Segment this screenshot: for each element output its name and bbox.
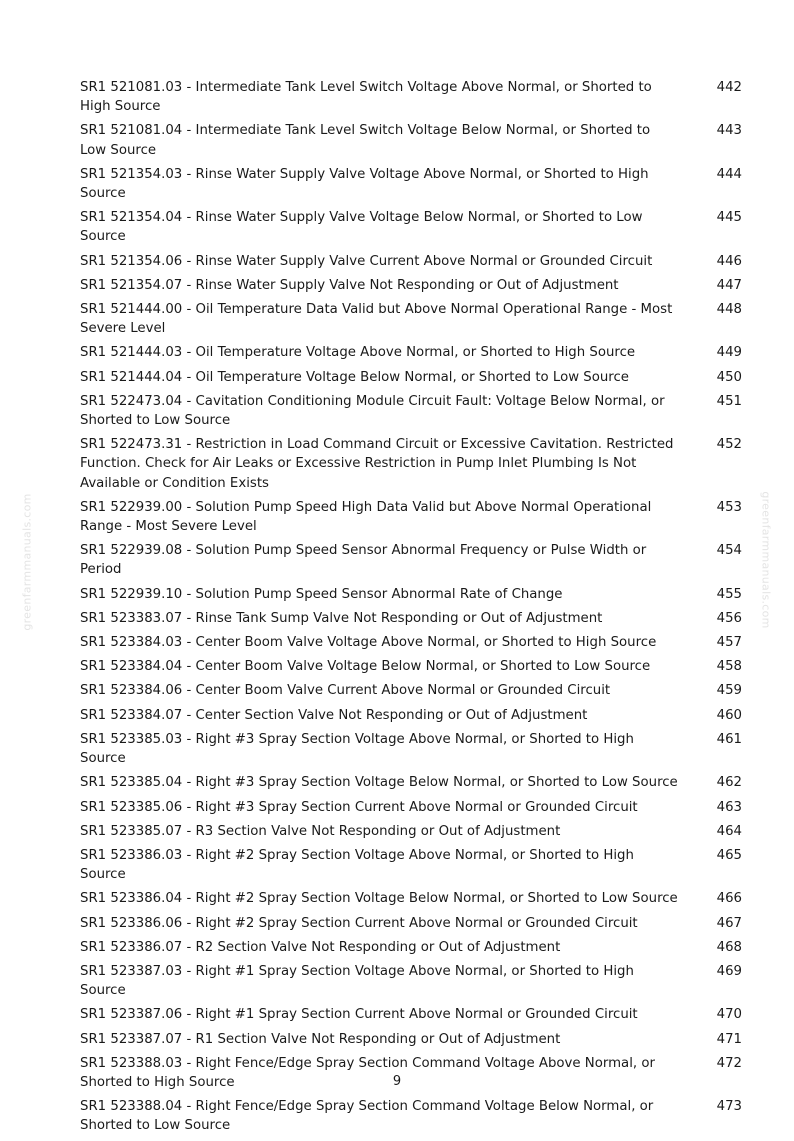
toc-entry-page: 470 <box>716 1007 742 1023</box>
toc-entry-page: 461 <box>716 731 742 747</box>
toc-entry-title: SR1 523386.06 - Right #2 Spray Section Current Above Normal or Grounded Circuit <box>80 915 638 931</box>
toc-entry-page: 462 <box>716 775 742 791</box>
toc-entry-page: 463 <box>716 799 742 815</box>
toc-entry[interactable] <box>80 78 742 116</box>
toc-entry[interactable] <box>80 1005 742 1024</box>
toc-entry-title: SR1 523385.06 - Right #3 Spray Section Current Above Normal or Grounded Circuit <box>80 799 638 815</box>
table-of-contents <box>80 78 742 1141</box>
toc-entry-page: 443 <box>716 123 742 139</box>
toc-entry[interactable] <box>80 609 742 628</box>
toc-entry[interactable] <box>80 846 742 884</box>
toc-entry-page: 457 <box>716 635 742 651</box>
toc-entry[interactable] <box>80 633 742 652</box>
toc-entry-title: SR1 523387.07 - R1 Section Valve Not Responding or Out of Adjustment <box>80 1031 561 1047</box>
toc-entry[interactable] <box>80 208 742 246</box>
watermark-right: greenfarmmanuals.com <box>759 491 773 629</box>
toc-entry-title: SR1 522939.08 - Solution Pump Speed Sensor Abnormal Frequency or Pulse Width or Period <box>80 543 647 578</box>
toc-entry-title: SR1 521444.00 - Oil Temperature Data Valid but Above Normal Operational Range - Most Severe Level <box>80 302 673 337</box>
toc-entry-title: SR1 521354.03 - Rinse Water Supply Valve Voltage Above Normal, or Shorted to High Source <box>80 166 649 202</box>
toc-entry-title: SR1 522939.10 - Solution Pump Speed Sensor Abnormal Rate of Change <box>80 586 563 602</box>
toc-entry-title: SR1 523385.04 - Right #3 Spray Section Voltage Below Normal, or Shorted to Low Source <box>80 775 678 791</box>
toc-entry-page: 446 <box>716 253 742 269</box>
toc-entry-page: 442 <box>716 80 742 95</box>
toc-entry[interactable] <box>80 300 742 338</box>
toc-entry[interactable] <box>80 798 742 817</box>
toc-entry-title: SR1 521354.04 - Rinse Water Supply Valve Voltage Below Normal, or Shorted to Low Source <box>80 210 643 245</box>
toc-entry-title: SR1 523383.07 - Rinse Tank Sump Valve Not Responding or Out of Adjustment <box>80 610 603 626</box>
toc-entry-title: SR1 523384.07 - Center Section Valve Not Responding or Out of Adjustment <box>80 707 588 723</box>
toc-entry-title: SR1 523385.03 - Right #3 Spray Section Voltage Above Normal, or Shorted to High Source <box>80 731 634 767</box>
toc-entry-page: 451 <box>716 393 742 409</box>
toc-entry-page: 468 <box>716 939 742 955</box>
toc-entry-page: 458 <box>716 659 742 675</box>
toc-entry-page: 445 <box>716 210 742 226</box>
toc-entry[interactable] <box>80 938 742 957</box>
toc-entry[interactable] <box>80 962 742 1000</box>
toc-entry-page: 450 <box>716 369 742 385</box>
toc-entry[interactable] <box>80 730 742 768</box>
toc-entry[interactable] <box>80 1097 742 1135</box>
toc-entry-title: SR1 523386.03 - Right #2 Spray Section Voltage Above Normal, or Shorted to High Source <box>80 847 634 883</box>
toc-entry-page: 472 <box>716 1055 742 1071</box>
toc-entry[interactable] <box>80 822 742 841</box>
toc-entry-title: SR1 523388.03 - Right Fence/Edge Spray Section Command Voltage Above Normal, or Shorted to High Source <box>80 1055 655 1090</box>
page-number: 9 <box>392 1074 402 1089</box>
toc-entry-title: SR1 523384.03 - Center Boom Valve Voltage Above Normal, or Shorted to High Source <box>80 635 657 651</box>
toc-entry-title: SR1 523387.06 - Right #1 Spray Section Current Above Normal or Grounded Circuit <box>80 1007 638 1023</box>
toc-entry-page: 448 <box>716 302 742 318</box>
toc-entry[interactable] <box>80 165 742 203</box>
toc-entry-page: 465 <box>716 847 742 863</box>
toc-entry[interactable] <box>80 657 742 676</box>
toc-entry[interactable] <box>80 706 742 725</box>
toc-entry-title: SR1 523386.04 - Right #2 Spray Section Voltage Below Normal, or Shorted to Low Source <box>80 891 678 907</box>
toc-entry-title: SR1 521081.04 - Intermediate Tank Level Switch Voltage Below Normal, or Shorted to Low Source <box>80 123 651 158</box>
toc-entry[interactable] <box>80 368 742 387</box>
toc-entry-page: 460 <box>716 707 742 723</box>
toc-entry-title: SR1 523386.07 - R2 Section Valve Not Responding or Out of Adjustment <box>80 939 561 955</box>
toc-entry-title: SR1 522473.04 - Cavitation Conditioning Module Circuit Fault: Voltage Below Normal, or Shorted to Low Source <box>80 393 665 429</box>
toc-entry-title: SR1 523384.06 - Center Boom Valve Current Above Normal or Grounded Circuit <box>80 683 611 699</box>
toc-entry-title: SR1 521444.04 - Oil Temperature Voltage Below Normal, or Shorted to Low Source <box>80 369 629 385</box>
toc-entry-title: SR1 522939.00 - Solution Pump Speed High Data Valid but Above Normal Operational Range - Most Severe Level <box>80 499 652 535</box>
toc-entry-title: SR1 521444.03 - Oil Temperature Voltage Above Normal, or Shorted to High Source <box>80 345 636 361</box>
toc-entry-page: 471 <box>716 1031 742 1047</box>
toc-entry-page: 467 <box>716 915 742 931</box>
toc-entry-page: 456 <box>716 610 742 626</box>
toc-entry[interactable] <box>80 773 742 792</box>
toc-entry-page: 452 <box>716 437 742 453</box>
toc-entry[interactable] <box>80 121 742 159</box>
toc-entry[interactable] <box>80 1030 742 1049</box>
toc-entry[interactable] <box>80 276 742 295</box>
toc-entry[interactable] <box>80 435 742 493</box>
toc-entry-title: SR1 523384.04 - Center Boom Valve Voltage Below Normal, or Shorted to Low Source <box>80 659 651 675</box>
toc-entry[interactable] <box>80 889 742 908</box>
toc-entry-page: 473 <box>716 1099 742 1115</box>
toc-entry-page: 455 <box>716 586 742 602</box>
toc-entry-title: SR1 521354.06 - Rinse Water Supply Valve Current Above Normal or Grounded Circuit <box>80 253 653 269</box>
toc-entry[interactable] <box>80 498 742 536</box>
watermark-left: greenfarmmanuals.com <box>20 493 34 631</box>
toc-entry-page: 447 <box>716 277 742 293</box>
toc-entry-title: SR1 521081.03 - Intermediate Tank Level Switch Voltage Above Normal, or Shorted to High Source <box>80 80 652 115</box>
toc-entry-page: 466 <box>716 891 742 907</box>
toc-entry[interactable] <box>80 252 742 271</box>
toc-entry-title: SR1 521354.07 - Rinse Water Supply Valve Not Responding or Out of Adjustment <box>80 277 619 293</box>
toc-entry[interactable] <box>80 914 742 933</box>
toc-entry-title: SR1 522473.31 - Restriction in Load Command Circuit or Excessive Cavitation. Restricted Function. Check for Air Leaks or Excessive Restriction in Pump Inlet Plumbing Is Not Available or Condition Exists <box>80 437 674 491</box>
toc-entry-page: 449 <box>716 345 742 361</box>
toc-entry[interactable] <box>80 681 742 700</box>
toc-entry[interactable] <box>80 585 742 604</box>
toc-entry-title: SR1 523385.07 - R3 Section Valve Not Responding or Out of Adjustment <box>80 823 561 839</box>
toc-entry-page: 454 <box>716 543 742 559</box>
toc-entry-page: 444 <box>716 166 742 182</box>
toc-entry-title: SR1 523388.04 - Right Fence/Edge Spray Section Command Voltage Below Normal, or Shorted to Low Source <box>80 1099 654 1134</box>
toc-entry-title: SR1 523387.03 - Right #1 Spray Section Voltage Above Normal, or Shorted to High Source <box>80 963 634 999</box>
toc-entry[interactable] <box>80 392 742 430</box>
toc-entry-page: 453 <box>716 499 742 515</box>
toc-entry-page: 459 <box>716 683 742 699</box>
toc-entry-page: 464 <box>716 823 742 839</box>
toc-entry-page: 469 <box>716 963 742 979</box>
toc-entry[interactable] <box>80 343 742 362</box>
toc-entry[interactable] <box>80 541 742 579</box>
